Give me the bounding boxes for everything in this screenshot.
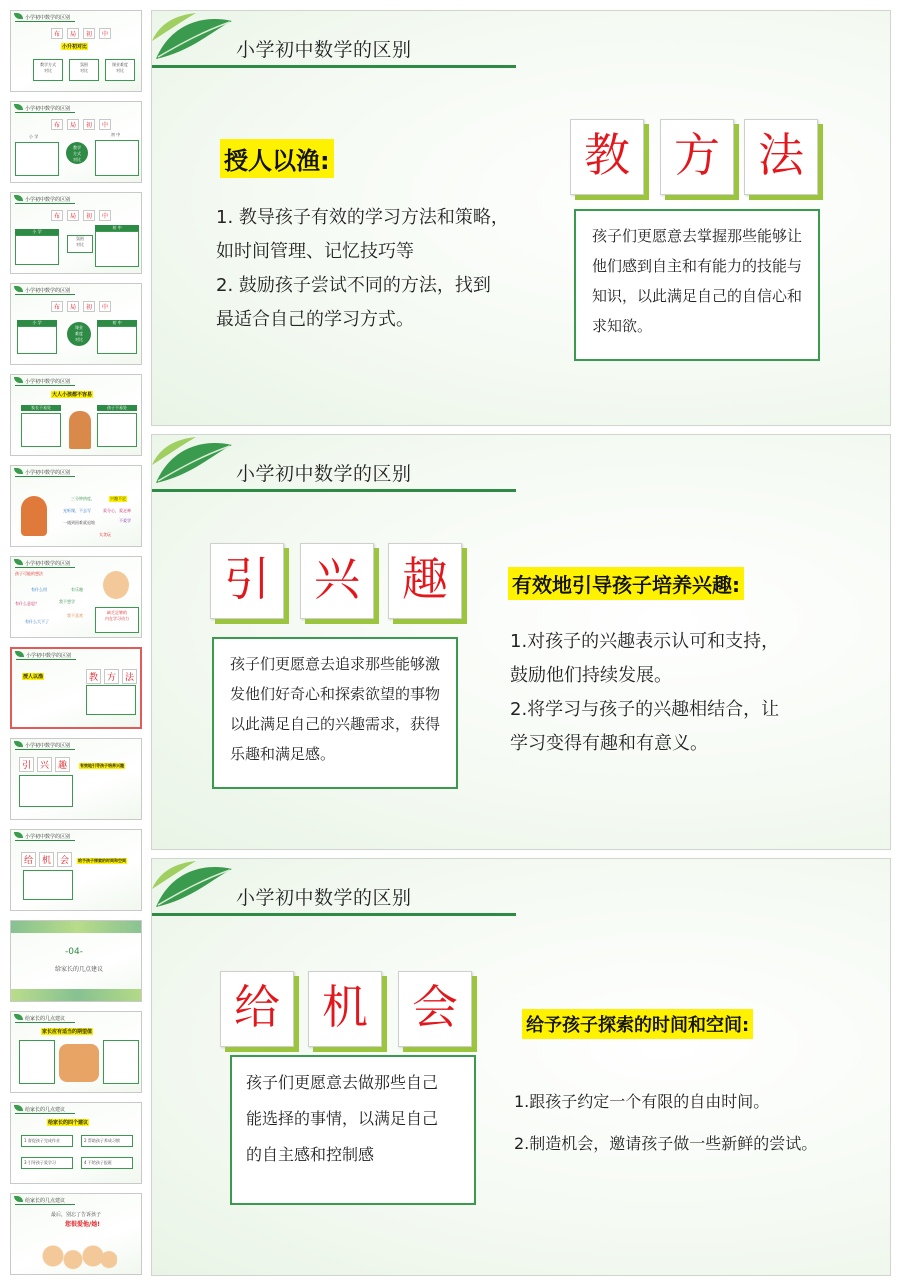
thumb-title: 给家长的几点建议 bbox=[25, 1198, 66, 1204]
thumb-text-box bbox=[15, 235, 59, 265]
point-line: 2. 鼓励孩子尝试不同的方法，找到 bbox=[216, 275, 491, 296]
point-line: 最适合自己的学习方式。 bbox=[216, 309, 414, 330]
thumb-rule bbox=[15, 294, 75, 295]
thumb-title: 小学初中数学的区别 bbox=[25, 743, 71, 749]
thumb-left-label: 小 学 bbox=[17, 320, 57, 326]
thumb-line: 我不喜欢 bbox=[67, 613, 83, 618]
slide-title: 小学初中数学的区别 bbox=[236, 39, 412, 61]
thumb-tag: 布 bbox=[51, 28, 63, 39]
thumb-item: 2 帮助孩子养成习惯 bbox=[81, 1135, 133, 1147]
thumb-line: 太贪玩 bbox=[99, 532, 111, 537]
thumb-tag: 初 bbox=[83, 301, 95, 312]
slide-points bbox=[514, 1081, 884, 1165]
slide-header bbox=[152, 859, 891, 919]
thumb-line: 有乐趣 bbox=[71, 587, 83, 592]
section-number: -04- bbox=[65, 947, 83, 957]
title-underline bbox=[152, 489, 516, 492]
thumb-right-label: 初 中 bbox=[95, 225, 139, 231]
thumb-card: 教 bbox=[86, 669, 101, 684]
thumb-tag: 中 bbox=[99, 210, 111, 221]
thumb-heading: 有效地引导孩子培养兴趣 bbox=[80, 763, 124, 768]
description-line: 的自主感和控制感 bbox=[246, 1145, 375, 1164]
description-line: 求知欲。 bbox=[592, 317, 653, 335]
leaf-icon bbox=[14, 195, 23, 201]
description-line: 能选择的事情，以满足自己 bbox=[246, 1109, 439, 1128]
thumb-rule bbox=[15, 840, 75, 841]
leaf-border-bottom bbox=[11, 989, 142, 1001]
thumb-rule bbox=[15, 476, 75, 477]
thumb-tag: 初 bbox=[83, 119, 95, 130]
thumb-tag: 布 bbox=[51, 210, 63, 221]
slide-header bbox=[152, 11, 891, 71]
slide-points bbox=[216, 201, 576, 337]
description-line: 发他们好奇心和探索欲望的事物 bbox=[230, 685, 441, 703]
leaf-icon bbox=[14, 104, 23, 110]
slide-heading: 给予孩子探索的时间和空间: bbox=[522, 1009, 753, 1039]
thumb-text-area bbox=[20, 685, 80, 721]
slide-thumbnail-2[interactable] bbox=[10, 101, 142, 183]
thumb-line: 光听课，不去写 bbox=[63, 508, 91, 513]
thumb-tag: 中 bbox=[99, 28, 111, 39]
leaf-icon bbox=[14, 559, 23, 565]
thumb-card: 引 bbox=[19, 757, 34, 772]
thumb-line: 最后，别忘了告诉孩子 bbox=[51, 1212, 102, 1218]
leaf-icon bbox=[14, 377, 23, 383]
leaf-decoration-icon bbox=[152, 435, 242, 491]
point-line: 鼓励他们持续发展。 bbox=[510, 665, 672, 686]
char-card: 会 bbox=[398, 971, 472, 1047]
thumb-tag: 局 bbox=[67, 119, 79, 130]
char-card: 趣 bbox=[388, 543, 462, 619]
slide-panel-3 bbox=[151, 858, 891, 1276]
slide-thumbnail-6[interactable] bbox=[10, 465, 142, 547]
thumb-tag: 局 bbox=[67, 28, 79, 39]
thumb-item: 教学方式 对比 bbox=[33, 59, 63, 81]
thumb-text-box bbox=[86, 685, 136, 715]
thumb-title: 小学初中数学的区别 bbox=[25, 834, 71, 840]
slide-panel-2 bbox=[151, 434, 891, 850]
thumb-tag: 初 bbox=[83, 210, 95, 221]
leaf-icon bbox=[14, 468, 23, 474]
slide-thumbnail-panel[interactable] bbox=[0, 0, 148, 1286]
thumb-item: 1 督促孩子完成作业 bbox=[21, 1135, 73, 1147]
thumb-card: 趣 bbox=[55, 757, 70, 772]
thumb-title: 小学初中数学的区别 bbox=[25, 561, 71, 567]
thumb-text-box bbox=[23, 870, 73, 900]
thumb-line: 兴趣不足 bbox=[110, 496, 126, 501]
thumb-heading: 给家长的四个建议 bbox=[48, 1120, 89, 1126]
point-line: 2.将学习与孩子的兴趣相结合，让 bbox=[510, 699, 780, 720]
thumb-title: 给家长的几点建议 bbox=[25, 1016, 66, 1022]
thumb-item: 4 不给孩子报班 bbox=[81, 1157, 133, 1169]
thumb-title: 小学初中数学的区别 bbox=[25, 288, 71, 294]
slide-title: 小学初中数学的区别 bbox=[236, 887, 412, 909]
thumb-heading: 大人小孩都不容易 bbox=[52, 392, 93, 398]
thumb-center-circle: 教学 方式 对比 bbox=[66, 142, 88, 164]
thumb-line: 有什么大不了 bbox=[25, 619, 49, 624]
leaf-icon bbox=[14, 741, 23, 747]
thumb-center-box: 氛围 对比 bbox=[67, 235, 93, 253]
slide-thumbnail-13[interactable] bbox=[10, 1102, 142, 1184]
thumb-tag: 中 bbox=[99, 119, 111, 130]
char-card: 方 bbox=[660, 119, 734, 195]
thumb-line: 有什么意思？ bbox=[15, 601, 39, 606]
thumb-text-box bbox=[103, 1040, 139, 1084]
thumb-left-label: 小 学 bbox=[15, 229, 59, 235]
point-line: 1.跟孩子约定一个有限的自由时间。 bbox=[514, 1092, 770, 1111]
girl-megaphone-illustration bbox=[21, 496, 47, 536]
thumb-text-box bbox=[95, 140, 139, 176]
point-line: 1.对孩子的兴趣表示认可和支持， bbox=[510, 631, 780, 652]
slide-thumbnail-4[interactable] bbox=[10, 283, 142, 365]
slide-thumbnail-7[interactable] bbox=[10, 556, 142, 638]
thumb-card: 给 bbox=[21, 852, 36, 867]
thumb-heading: 家长应有适当的期望值 bbox=[42, 1029, 93, 1035]
thumb-rule bbox=[15, 567, 75, 568]
slide-thumbnail-11[interactable] bbox=[10, 920, 142, 1002]
thumb-heading: 给予孩子探索的时间和空间 bbox=[78, 858, 126, 863]
thumb-tag: 局 bbox=[67, 301, 79, 312]
leaf-decoration-icon bbox=[152, 859, 242, 915]
thumb-rule bbox=[15, 1113, 75, 1114]
slide-header bbox=[152, 435, 891, 495]
leaf-icon bbox=[14, 1105, 23, 1111]
leaf-decoration-icon bbox=[152, 11, 242, 67]
thumb-rule bbox=[15, 1022, 75, 1023]
slide-points bbox=[510, 625, 860, 761]
slide-thumbnail-12[interactable] bbox=[10, 1011, 142, 1093]
thumb-rule bbox=[15, 21, 75, 22]
thumb-text-box bbox=[21, 413, 61, 447]
thumb-title: 小学初中数学的区别 bbox=[25, 379, 71, 385]
thumb-rule bbox=[15, 385, 75, 386]
thumb-card: 方 bbox=[104, 669, 119, 684]
slide-thumbnail-10[interactable] bbox=[10, 829, 142, 911]
family-illustration bbox=[37, 1238, 117, 1274]
thumb-rule bbox=[15, 203, 75, 204]
thumb-left-label: 小 学 bbox=[29, 134, 39, 139]
thinking-girl-illustration bbox=[103, 571, 129, 599]
thumb-heading: 给家长的几点建议 bbox=[55, 966, 104, 973]
thumb-tag: 中 bbox=[99, 301, 111, 312]
description-line: 孩子们更愿意去做那些自己 bbox=[246, 1073, 439, 1092]
slide-thumbnail-1[interactable] bbox=[10, 10, 142, 92]
thumb-title: 小学初中数学的区别 bbox=[25, 197, 71, 203]
leaf-icon bbox=[15, 651, 24, 657]
family-study-illustration bbox=[59, 1044, 99, 1082]
thumb-text-box bbox=[19, 1040, 55, 1084]
char-card: 给 bbox=[220, 971, 294, 1047]
thumb-rule bbox=[16, 659, 76, 660]
thumb-right-label: 初 中 bbox=[111, 132, 121, 137]
point-line: 如时间管理、记忆技巧等 bbox=[216, 241, 414, 262]
thumb-heading: 您很爱他/她! bbox=[65, 1221, 100, 1228]
thumb-text-box bbox=[97, 413, 137, 447]
char-card: 机 bbox=[308, 971, 382, 1047]
point-line: 2.制造机会，邀请孩子做一些新鲜的尝试。 bbox=[514, 1134, 818, 1153]
thumb-card: 兴 bbox=[37, 757, 52, 772]
thumb-text-box bbox=[97, 326, 137, 354]
leaf-icon bbox=[14, 13, 23, 19]
thumb-title: 小学初中数学的区别 bbox=[26, 653, 72, 659]
slide-heading: 有效地引导孩子培养兴趣: bbox=[508, 567, 744, 600]
thumb-heading: 孩子可能的想法 bbox=[15, 571, 43, 576]
thumb-text-box bbox=[17, 326, 57, 354]
thumb-tag: 布 bbox=[51, 301, 63, 312]
thumb-callout: 缺乏足够的 内在学习动力 bbox=[95, 607, 139, 633]
thumb-right-label: 孩子不易处 bbox=[97, 405, 137, 411]
thumb-title: 给家长的几点建议 bbox=[25, 1107, 66, 1113]
description-line: 孩子们更愿意去追求那些能够激 bbox=[230, 655, 441, 673]
leaf-icon bbox=[14, 832, 23, 838]
thumb-center-circle: 课业 难度 对比 bbox=[67, 322, 91, 346]
thumb-line: 有什么用 bbox=[31, 587, 47, 592]
char-card: 兴 bbox=[300, 543, 374, 619]
thumb-left-label: 家长不易处 bbox=[21, 405, 61, 411]
thumb-rule bbox=[15, 749, 75, 750]
thumb-card: 会 bbox=[57, 852, 72, 867]
thumb-title: 小学初中数学的区别 bbox=[25, 106, 71, 112]
slide-title: 小学初中数学的区别 bbox=[236, 463, 412, 485]
char-card: 引 bbox=[210, 543, 284, 619]
thumb-line: 一遇到困难就退缩 bbox=[63, 520, 95, 525]
thumb-rule bbox=[15, 112, 75, 113]
thumb-item: 氛围 对比 bbox=[69, 59, 99, 81]
thumb-tag: 初 bbox=[83, 28, 95, 39]
thumb-heading: 小升初对比 bbox=[62, 44, 88, 50]
thumb-tag: 局 bbox=[67, 210, 79, 221]
leaf-icon bbox=[14, 1014, 23, 1020]
title-underline bbox=[152, 65, 516, 68]
char-card: 法 bbox=[744, 119, 818, 195]
thumb-rule bbox=[15, 1204, 75, 1205]
thumb-line: 不爱学 bbox=[119, 518, 131, 523]
thumb-title: 小学初中数学的区别 bbox=[25, 15, 71, 21]
family-illustration bbox=[69, 411, 91, 449]
thumb-text-box bbox=[19, 775, 73, 807]
point-line: 1. 教导孩子有效的学习方法和策略， bbox=[216, 207, 509, 228]
description-line: 他们感到自主和有能力的技能与 bbox=[592, 257, 803, 275]
leaf-border-top bbox=[11, 921, 142, 933]
thumb-card: 法 bbox=[122, 669, 137, 684]
description-line: 以此满足自己的兴趣需求，获得 bbox=[230, 715, 441, 733]
description-line: 知识，以此满足自己的自信心和 bbox=[592, 287, 803, 305]
description-line: 乐趣和满足感。 bbox=[230, 745, 336, 763]
thumb-tag: 布 bbox=[51, 119, 63, 130]
leaf-icon bbox=[14, 286, 23, 292]
slide-thumbnail-5[interactable] bbox=[10, 374, 142, 456]
thumb-text-box bbox=[15, 142, 59, 176]
thumb-item: 3 引导孩子爱学习 bbox=[21, 1157, 73, 1169]
thumb-line: 三分钟热度， bbox=[71, 496, 95, 501]
slide-thumbnail-14[interactable] bbox=[10, 1193, 142, 1275]
thumb-heading: 授人以渔 bbox=[23, 674, 44, 680]
description-box bbox=[230, 1055, 476, 1205]
title-underline bbox=[152, 913, 516, 916]
description-line: 孩子们更愿意去掌握那些能够让 bbox=[592, 227, 803, 245]
thumb-item: 课业难度 对比 bbox=[105, 59, 135, 81]
slide-thumbnail-9[interactable] bbox=[10, 738, 142, 820]
thumb-line: 爱分心，爱走神 bbox=[103, 508, 131, 513]
point-line: 学习变得有趣和有意义。 bbox=[510, 733, 708, 754]
leaf-icon bbox=[14, 1196, 23, 1202]
slide-heading: 授人以渔: bbox=[220, 139, 334, 178]
thumb-right-label: 初 中 bbox=[97, 320, 137, 326]
thumb-title: 小学初中数学的区别 bbox=[25, 470, 71, 476]
slide-panel-1 bbox=[151, 10, 891, 426]
thumb-text-box bbox=[95, 231, 139, 267]
description-box bbox=[212, 637, 458, 789]
char-card: 教 bbox=[570, 119, 644, 195]
thumb-card: 机 bbox=[39, 852, 54, 867]
description-box bbox=[574, 209, 820, 361]
thumb-line: 我不想学 bbox=[59, 599, 75, 604]
slide-thumbnail-3[interactable] bbox=[10, 192, 142, 274]
slide-thumbnail-8[interactable] bbox=[10, 647, 142, 729]
